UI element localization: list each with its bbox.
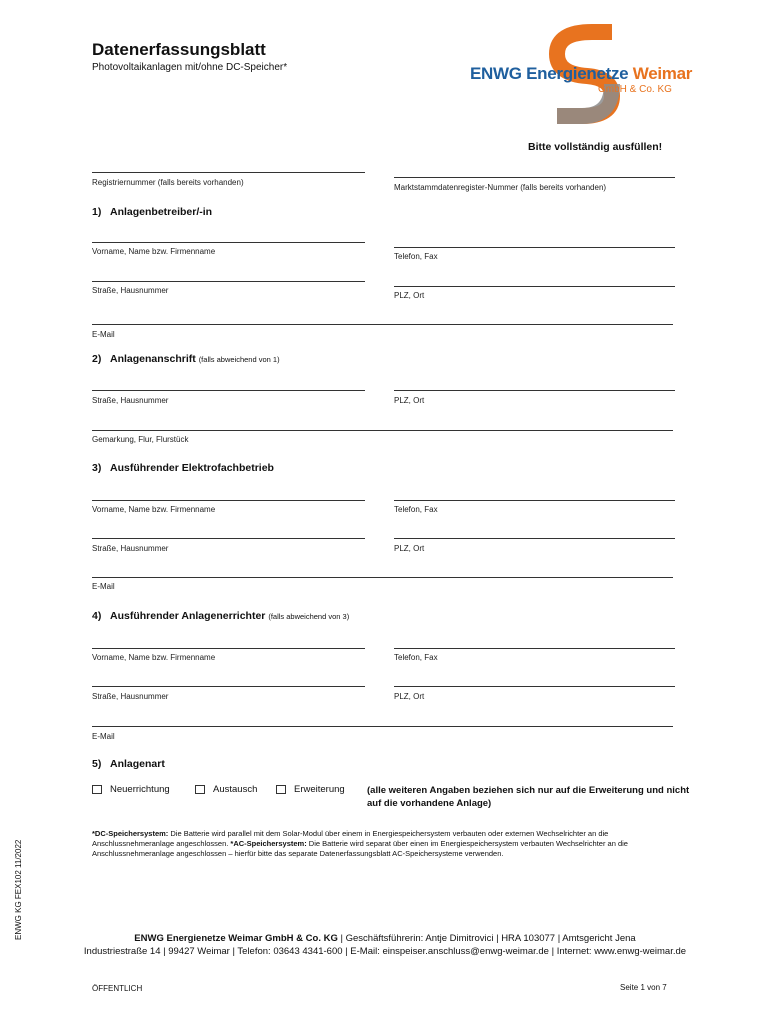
checkbox-neuerrichtung[interactable]: Neuerrichtung: [92, 784, 170, 795]
s1-plz-label: PLZ, Ort: [394, 291, 425, 300]
s4-strasse-label: Straße, Hausnummer: [92, 692, 169, 701]
s1-telefon-label: Telefon, Fax: [394, 252, 438, 261]
s3-telefon-field[interactable]: [394, 500, 675, 501]
document-code: ENWG KG FEX102 11/2022: [14, 839, 23, 940]
erweiterung-hint: (alle weiteren Angaben beziehen sich nur auf die Erweiterung und nicht auf die vorhandene Anlage): [367, 785, 690, 809]
s2-strasse-label: Straße, Hausnummer: [92, 396, 169, 405]
classification-label: ÖFFENTLICH: [92, 984, 143, 993]
s1-name-label: Vorname, Name bzw. Firmenname: [92, 247, 216, 256]
s3-name-label: Vorname, Name bzw. Firmenname: [92, 505, 216, 514]
registriernummer-field[interactable]: [92, 172, 365, 173]
s4-name-field[interactable]: [92, 648, 365, 649]
s1-strasse-label: Straße, Hausnummer: [92, 286, 169, 295]
logo-wordmark: ENWG Energienetze Weimar: [470, 64, 693, 83]
section-4-heading: 4) Ausführender Anlagenerrichter (falls abweichend von 3): [92, 610, 350, 622]
s3-name-field[interactable]: [92, 500, 365, 501]
fill-instruction: Bitte vollständig ausfüllen!: [528, 141, 663, 153]
s4-email-field[interactable]: [92, 726, 673, 727]
s3-strasse-label: Straße, Hausnummer: [92, 544, 169, 553]
checkbox-erweiterung[interactable]: Erweiterung: [276, 784, 345, 795]
page-number: Seite 1 von 7: [620, 983, 667, 992]
speicher-footnote: *DC-Speichersystem: Die Batterie wird parallel mit dem Solar-Modul über einem in Energiespeichersystem verbauten oder externen Wechselrichter an die Anschlussnehmeranlage angeschlossen. *AC-Speichersystem: Die Batterie wird separat über einen im Energiespeichersystem verbauten Wechselrichter an die Anschlussnehmeranlage angeschlossen – hierfür bitte das separate Datenerfassungsblatt AC-Speichersysteme verwenden.: [92, 829, 628, 858]
marktstamm-field[interactable]: [394, 177, 675, 178]
section-3-heading: 3) Ausführender Elektrofachbetrieb: [92, 462, 274, 474]
footer-company: ENWG Energienetze Weimar GmbH & Co. KG | Geschäftsführerin: Antje Dimitrovici | HRA 103077 | Amtsgericht Jena: [134, 933, 636, 944]
s1-email-field[interactable]: [92, 324, 673, 325]
s3-email-field[interactable]: [92, 577, 673, 578]
s1-name-field[interactable]: [92, 242, 365, 243]
s1-plz-field[interactable]: [394, 286, 675, 287]
s4-telefon-label: Telefon, Fax: [394, 653, 438, 662]
s4-plz-field[interactable]: [394, 686, 675, 687]
s4-telefon-field[interactable]: [394, 648, 675, 649]
s3-plz-field[interactable]: [394, 538, 675, 539]
s4-strasse-field[interactable]: [92, 686, 365, 687]
s1-telefon-field[interactable]: [394, 247, 675, 248]
section-1-heading: 1) Anlagenbetreiber/-in: [92, 206, 213, 218]
document-subtitle: Photovoltaikanlagen mit/ohne DC-Speicher*: [92, 62, 288, 73]
s3-telefon-label: Telefon, Fax: [394, 505, 438, 514]
s4-plz-label: PLZ, Ort: [394, 692, 425, 701]
section-2-heading: 2) Anlagenanschrift (falls abweichend von 1): [92, 353, 280, 365]
section-5-heading: 5) Anlagenart: [92, 758, 165, 770]
s1-strasse-field[interactable]: [92, 281, 365, 282]
s4-name-label: Vorname, Name bzw. Firmenname: [92, 653, 216, 662]
checkbox-box[interactable]: [195, 785, 205, 794]
s1-email-label: E-Mail: [92, 330, 115, 339]
checkbox-box[interactable]: [92, 785, 102, 794]
s2-plz-label: PLZ, Ort: [394, 396, 425, 405]
checkbox-austausch[interactable]: Austausch: [195, 784, 257, 795]
s3-plz-label: PLZ, Ort: [394, 544, 425, 553]
footer-address: Industriestraße 14 | 99427 Weimar | Telefon: 03643 4341-600 | E-Mail: einspeiser.anschluss@enwg-weimar.de | Internet: www.enwg-weimar.de: [83, 946, 687, 957]
s2-gemarkung-label: Gemarkung, Flur, Flurstück: [92, 435, 189, 444]
s2-plz-field[interactable]: [394, 390, 675, 391]
document-title: Datenerfassungsblatt: [92, 40, 266, 59]
logo-subline: GmbH & Co. KG: [598, 84, 672, 95]
s2-strasse-field[interactable]: [92, 390, 365, 391]
s3-email-label: E-Mail: [92, 582, 115, 591]
s4-email-label: E-Mail: [92, 732, 115, 741]
company-logo: [462, 24, 694, 124]
checkbox-box[interactable]: [276, 785, 286, 794]
s3-strasse-field[interactable]: [92, 538, 365, 539]
s2-gemarkung-field[interactable]: [92, 430, 673, 431]
marktstamm-label: Marktstammdatenregister-Nummer (falls bereits vorhanden): [394, 183, 607, 192]
registriernummer-label: Registriernummer (falls bereits vorhanden): [92, 178, 244, 187]
